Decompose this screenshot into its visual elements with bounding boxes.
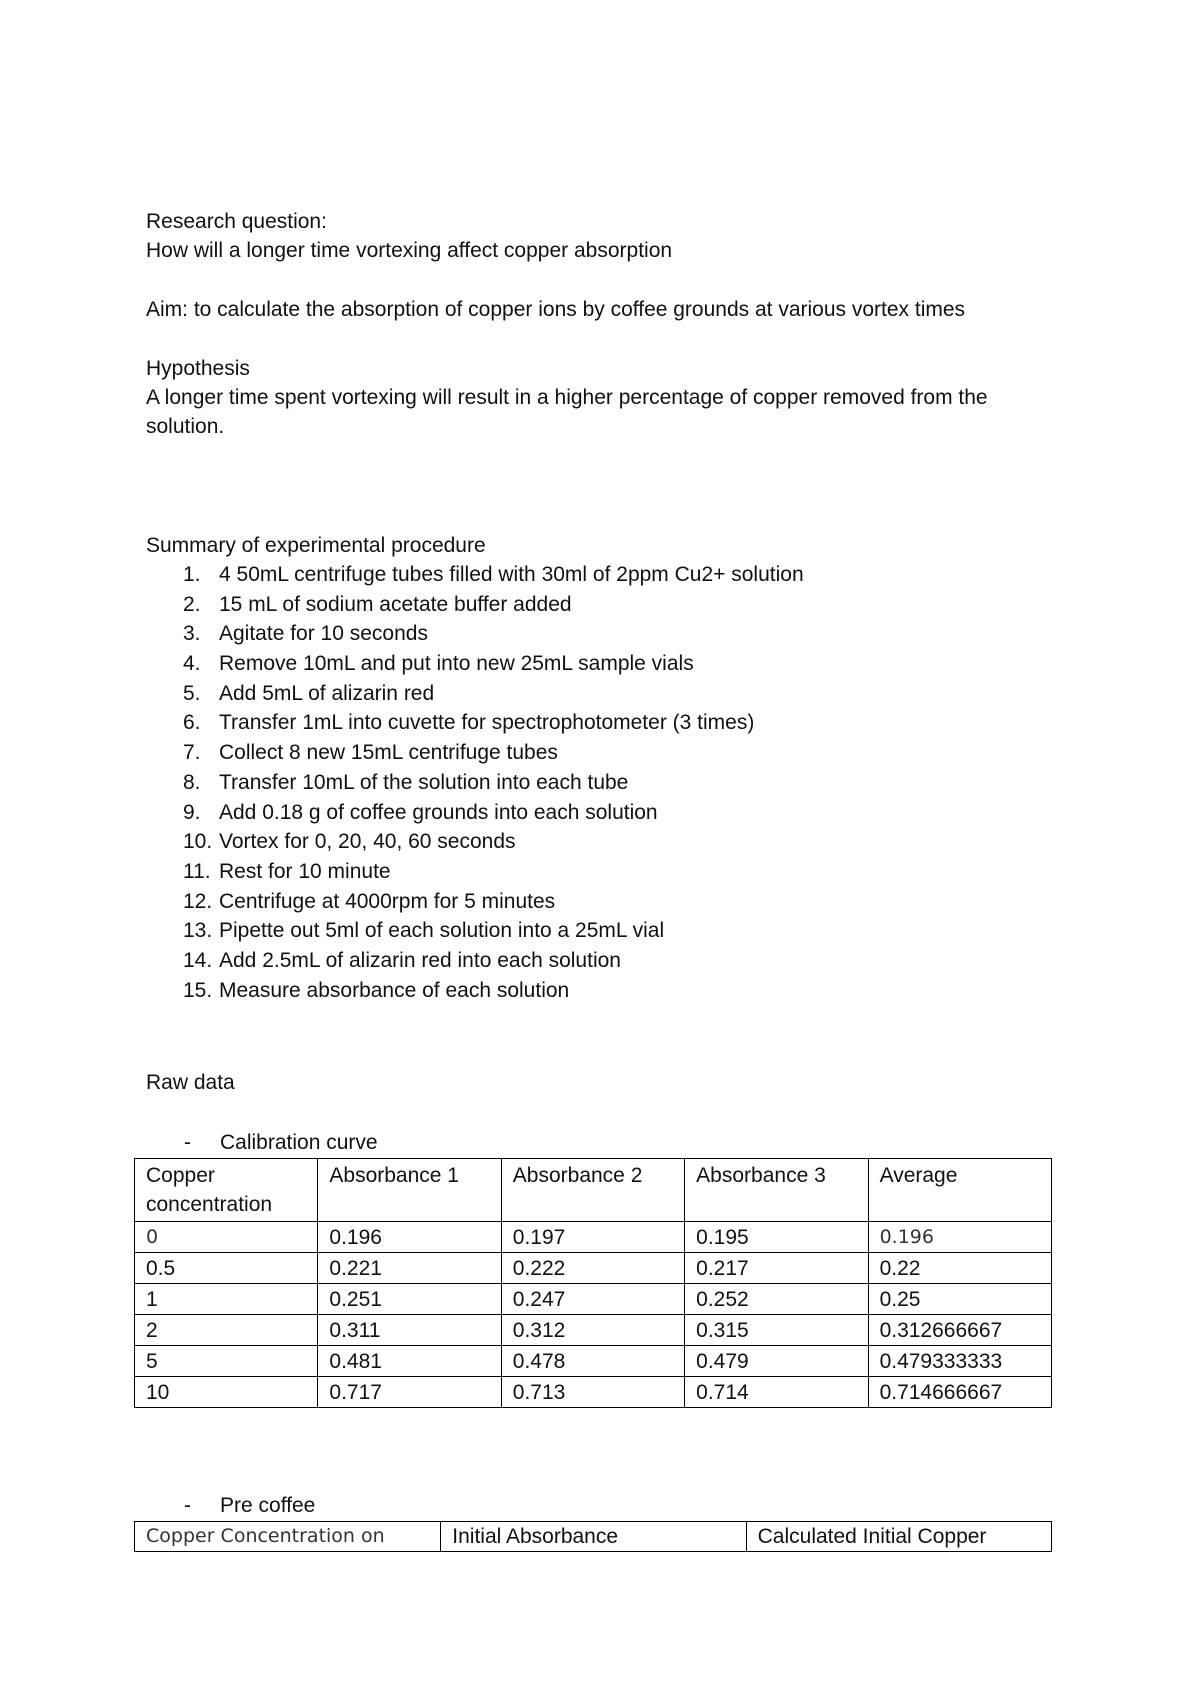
- table-cell: 0.221: [318, 1253, 501, 1284]
- step-text: Measure absorbance of each solution: [219, 978, 570, 1002]
- header-absorbance-3: Absorbance 3: [685, 1159, 868, 1222]
- table-cell: 0.195: [685, 1222, 868, 1253]
- step-number: 8.: [183, 770, 201, 794]
- table-cell: 0.247: [501, 1284, 684, 1315]
- table-cell: 0.196: [318, 1222, 501, 1253]
- table-cell: 0.22: [868, 1253, 1051, 1284]
- table-cell: 0.197: [501, 1222, 684, 1253]
- table-cell: 0.251: [318, 1284, 501, 1315]
- step-text: Collect 8 new 15mL centrifuge tubes: [219, 741, 558, 765]
- table-cell: 0.714: [685, 1377, 868, 1408]
- step-text: 15 mL of sodium acetate buffer added: [219, 592, 572, 616]
- table-header-row: [135, 1159, 1052, 1222]
- table-cell: 0.479333333: [868, 1346, 1051, 1377]
- table-row: [135, 1253, 1052, 1284]
- header-copper-concentration-on: Copper Concentration on: [135, 1522, 441, 1552]
- step-number: 11.: [183, 859, 211, 883]
- table-cell: 10: [135, 1377, 318, 1408]
- table-row: [135, 1222, 1052, 1253]
- header-absorbance-1: Absorbance 1: [318, 1159, 501, 1222]
- procedure-step: [146, 857, 804, 887]
- step-text: Transfer 1mL into cuvette for spectrophotometer (3 times): [219, 711, 755, 735]
- header-average: Average: [868, 1159, 1051, 1222]
- step-number: 9.: [183, 800, 201, 824]
- table-cell: 0.312666667: [868, 1315, 1051, 1346]
- table-cell: 0.479: [685, 1346, 868, 1377]
- research-question-label: Research question:: [146, 210, 327, 233]
- procedure-step: [146, 619, 804, 649]
- table-cell: 2: [135, 1315, 318, 1346]
- step-number: 1.: [183, 563, 201, 586]
- step-number: 13.: [183, 919, 213, 943]
- table-cell: 1: [135, 1284, 318, 1315]
- table-header-row: [135, 1522, 1052, 1552]
- procedure-step: [146, 946, 804, 976]
- pre-coffee-text: Pre coffee: [220, 1494, 316, 1517]
- calibration-curve-label: [184, 1128, 378, 1157]
- table-cell: 0.222: [501, 1253, 684, 1284]
- step-number: 12.: [183, 889, 213, 913]
- table-cell: 0.312: [501, 1315, 684, 1346]
- procedure-step: [146, 708, 804, 738]
- table-row: [135, 1315, 1052, 1346]
- step-text: Agitate for 10 seconds: [219, 622, 428, 646]
- research-question-text: How will a longer time vortexing affect copper absorption: [146, 239, 673, 262]
- step-number: 3.: [183, 622, 201, 646]
- bullet-dash: -: [184, 1494, 191, 1517]
- step-text: Centrifuge at 4000rpm for 5 minutes: [219, 889, 556, 913]
- table-cell: 0.481: [318, 1346, 501, 1377]
- pre-coffee-label: [184, 1491, 315, 1520]
- step-text: Rest for 10 minute: [219, 859, 391, 883]
- table-cell: 0: [135, 1222, 318, 1253]
- summary-heading: Summary of experimental procedure: [146, 534, 486, 557]
- step-text: Add 2.5mL of alizarin red into each solution: [219, 948, 621, 972]
- procedure-list: [146, 560, 804, 1005]
- procedure-step: [146, 590, 804, 620]
- table-cell: 0.5: [135, 1253, 318, 1284]
- step-text: Pipette out 5ml of each solution into a 25mL vial: [219, 919, 665, 943]
- procedure-step: [146, 679, 804, 709]
- header-calculated-initial-copper: Calculated Initial Copper: [746, 1522, 1051, 1552]
- table-cell: 0.713: [501, 1377, 684, 1408]
- table-cell: 0.478: [501, 1346, 684, 1377]
- table-cell: 0.196: [868, 1222, 1051, 1253]
- table-cell: 0.714666667: [868, 1377, 1051, 1408]
- procedure-step: [146, 976, 804, 1006]
- step-number: 6.: [183, 711, 201, 735]
- table-cell: 5: [135, 1346, 318, 1377]
- pre-coffee-table: [134, 1521, 1052, 1552]
- step-number: 14.: [183, 948, 213, 972]
- header-copper-concentration: Copper concentration: [135, 1159, 318, 1222]
- table-cell: 0.717: [318, 1377, 501, 1408]
- hypothesis-line-2: solution.: [146, 415, 225, 438]
- step-text: Add 5mL of alizarin red: [219, 681, 435, 705]
- table-row: [135, 1346, 1052, 1377]
- step-number: 4.: [183, 652, 201, 676]
- bullet-dash: -: [184, 1131, 191, 1154]
- step-text: Add 0.18 g of coffee grounds into each solution: [219, 800, 658, 824]
- hypothesis-heading: Hypothesis: [146, 357, 250, 380]
- table-cell: 0.315: [685, 1315, 868, 1346]
- step-text: 4 50mL centrifuge tubes filled with 30ml of 2ppm Cu2+ solution: [219, 563, 804, 586]
- aim-text: Aim: to calculate the absorption of copper ions by coffee grounds at various vortex times: [146, 298, 966, 321]
- table-cell: 0.25: [868, 1284, 1051, 1315]
- calibration-curve-text: Calibration curve: [220, 1131, 378, 1154]
- raw-data-heading: Raw data: [146, 1071, 235, 1094]
- step-number: 5.: [183, 681, 201, 705]
- procedure-step: [146, 649, 804, 679]
- procedure-step: [146, 560, 804, 590]
- step-number: 7.: [183, 741, 201, 765]
- procedure-step: [146, 738, 804, 768]
- procedure-step: [146, 827, 804, 857]
- step-text: Transfer 10mL of the solution into each tube: [219, 770, 629, 794]
- table-row: [135, 1377, 1052, 1408]
- hypothesis-line-1: A longer time spent vortexing will result in a higher percentage of copper removed from the: [146, 386, 988, 409]
- table-cell: 0.311: [318, 1315, 501, 1346]
- procedure-step: [146, 916, 804, 946]
- header-absorbance-2: Absorbance 2: [501, 1159, 684, 1222]
- procedure-step: [146, 768, 804, 798]
- calibration-table: [134, 1158, 1052, 1408]
- table-cell: 0.252: [685, 1284, 868, 1315]
- step-text: Vortex for 0, 20, 40, 60 seconds: [219, 830, 516, 854]
- procedure-step: [146, 798, 804, 828]
- table-cell: 0.217: [685, 1253, 868, 1284]
- step-number: 15.: [183, 978, 213, 1002]
- step-text: Remove 10mL and put into new 25mL sample vials: [219, 652, 694, 676]
- step-number: 2.: [183, 592, 201, 616]
- procedure-step: [146, 887, 804, 917]
- header-initial-absorbance: Initial Absorbance: [441, 1522, 746, 1552]
- step-number: 10.: [183, 830, 213, 854]
- table-row: [135, 1284, 1052, 1315]
